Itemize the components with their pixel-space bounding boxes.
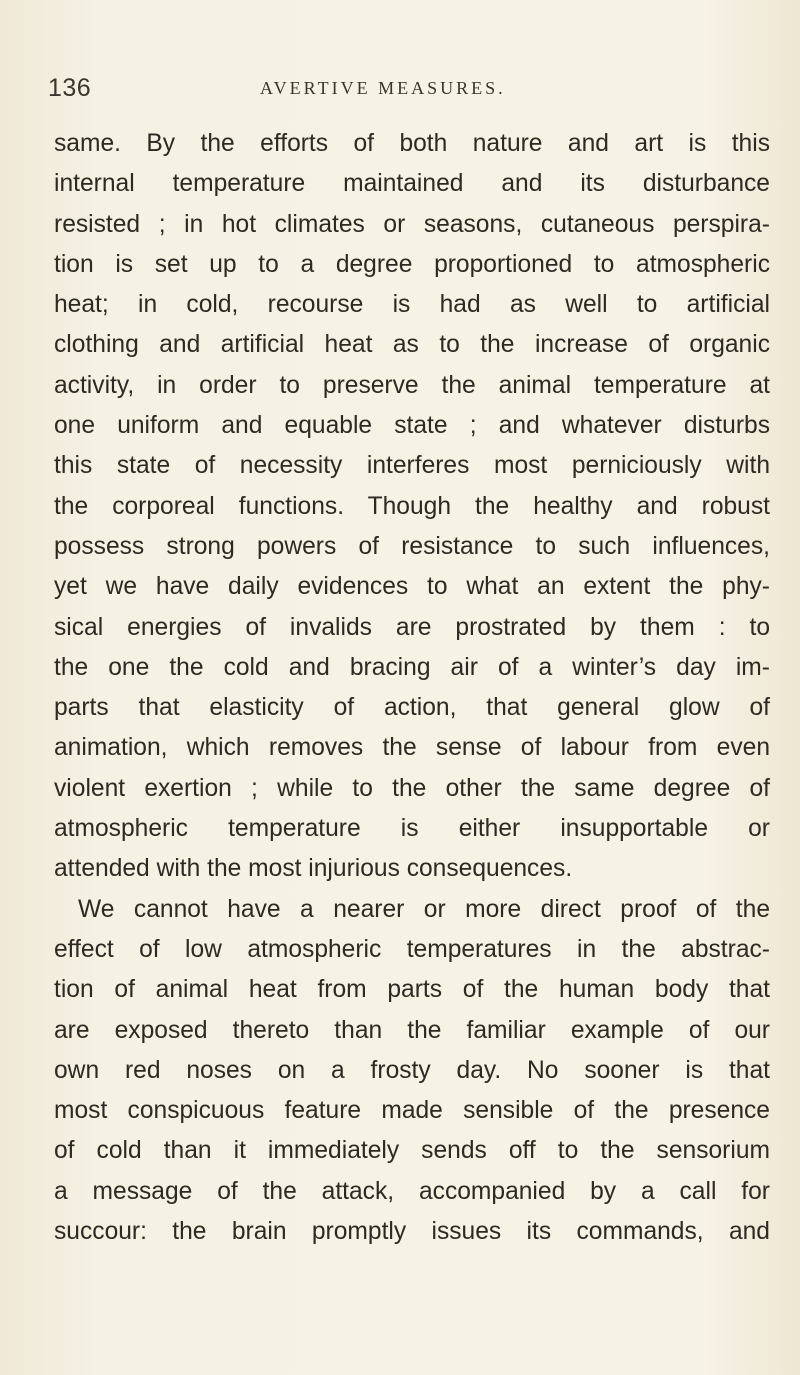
text-line: most conspicuous feature made sensible of the presence — [54, 1097, 770, 1125]
text-line: effect of low atmospheric temperatures in the abstrac- — [54, 935, 770, 963]
text-line: the one the cold and bracing air of a winter’s day im- — [54, 653, 770, 681]
text-line: same. By the efforts of both nature and art is this — [54, 130, 770, 157]
text-line: own red noses on a frosty day. No sooner is that — [54, 1056, 770, 1084]
running-title: AVERTIVE MEASURES. — [260, 78, 506, 98]
text-line: one uniform and equable state ; and whatever disturbs — [54, 412, 770, 440]
page-number: 136 — [48, 74, 92, 102]
text-line: succour: the brain promptly issues its commands, and — [54, 1218, 770, 1246]
text-line: sical energies of invalids are prostrated by them : to — [54, 613, 770, 641]
text-line: atmospheric temperature is either insupportable or — [54, 815, 770, 843]
text-line: tion of animal heat from parts of the human body that — [54, 976, 770, 1004]
text-line: animation, which removes the sense of labour from even — [54, 734, 770, 762]
text-line: yet we have daily evidences to what an extent the phy- — [54, 573, 770, 601]
text-line: activity, in order to preserve the animal temperature at — [54, 371, 770, 399]
text-line: clothing and artificial heat as to the increase of organic — [54, 331, 770, 359]
text-line: of cold than it immediately sends off to the sensorium — [54, 1137, 770, 1165]
text-line: the corporeal functions. Though the healthy and robust — [54, 492, 770, 520]
text-line: heat; in cold, recourse is had as well to artificial — [54, 291, 770, 319]
text-line: a message of the attack, accompanied by a call for — [54, 1177, 770, 1205]
paragraph-end-line: attended with the most injurious consequences. — [54, 855, 573, 883]
text-line: parts that elasticity of action, that general glow of — [54, 694, 770, 722]
text-line: are exposed thereto than the familiar example of our — [54, 1016, 770, 1044]
text-line: possess strong powers of resistance to such influences, — [54, 532, 770, 560]
running-head — [48, 74, 768, 104]
text-line: this state of necessity interferes most perniciously with — [54, 452, 770, 480]
text-line: resisted ; in hot climates or seasons, cutaneous perspira- — [54, 210, 770, 238]
paragraph-start-line: We cannot have a nearer or more direct proof of the — [78, 895, 770, 923]
text-line: violent exertion ; while to the other the same degree of — [54, 774, 770, 802]
text-line: internal temperature maintained and its disturbance — [54, 170, 770, 198]
body-text — [54, 124, 770, 1252]
text-line: tion is set up to a degree proportioned to atmospheric — [54, 250, 770, 278]
